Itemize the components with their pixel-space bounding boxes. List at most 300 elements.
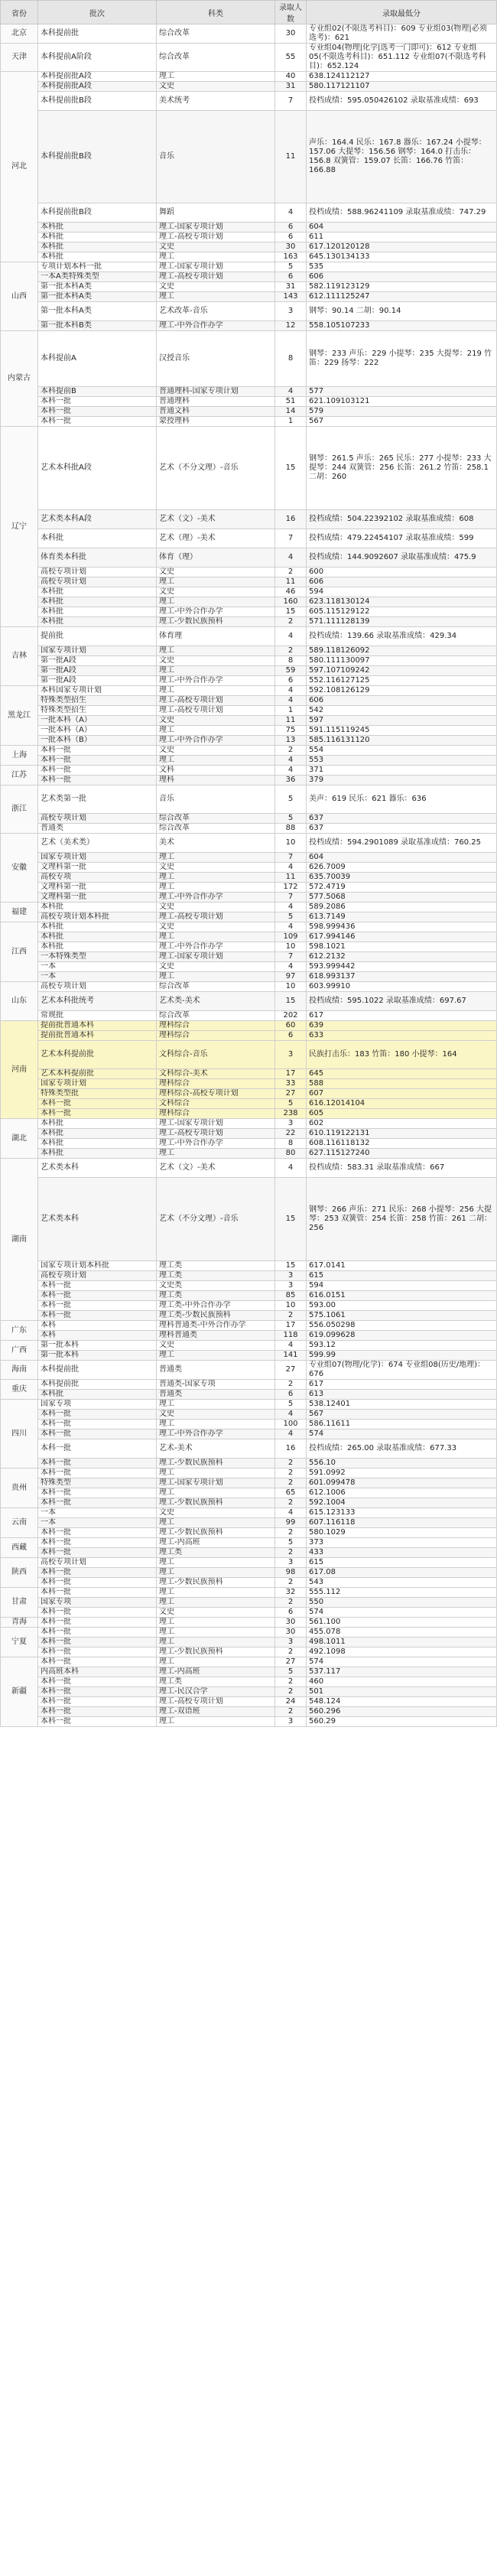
table-row <box>1 736 497 746</box>
batch-text: 提前批 <box>38 627 157 646</box>
plan-count: 5 <box>275 814 307 824</box>
plan-count: 80 <box>275 1149 307 1159</box>
score-text: 专业组04(物理|化学|选考一门即可)：612 专业组05(不限选考科目)：651.112 专业组07(不限选考科目)：652.124 <box>307 44 497 72</box>
province-group <box>1 262 497 331</box>
plan-count: 10 <box>275 1301 307 1311</box>
plan-count: 4 <box>275 696 307 706</box>
table-row <box>1 321 497 331</box>
score-text: 美声：619 民乐：621 器乐：636 <box>307 785 497 814</box>
table-row <box>1 111 497 203</box>
score-text: 589.118126092 <box>307 646 497 656</box>
subject-text: 理工-高校专项计划 <box>157 706 275 716</box>
batch-text: 本科提前批B段 <box>38 111 157 203</box>
table-row <box>1 1598 497 1608</box>
subject-text: 普通理科-国家专项计划 <box>157 387 275 397</box>
subject-text: 理工 <box>157 1558 275 1568</box>
table-row <box>1 726 497 736</box>
table-row <box>1 834 497 853</box>
province-group <box>1 785 497 834</box>
plan-count: 36 <box>275 776 307 785</box>
plan-count: 141 <box>275 1351 307 1361</box>
table-row <box>1 72 497 82</box>
batch-text: 本科一批 <box>38 1420 157 1429</box>
subject-text: 普通类 <box>157 1390 275 1400</box>
batch-text: 本科一批 <box>38 1429 157 1439</box>
plan-count: 2 <box>275 568 307 577</box>
plan-count: 32 <box>275 1588 307 1598</box>
batch-text: 本科一批 <box>38 1657 157 1667</box>
plan-count: 16 <box>275 510 307 529</box>
plan-count: 3 <box>275 1041 307 1069</box>
table-row <box>1 529 497 548</box>
batch-text: 艺术本科批统考 <box>38 992 157 1011</box>
subject-text: 理工 <box>157 1568 275 1578</box>
plan-count: 3 <box>275 1281 307 1291</box>
score-text: 605.115129122 <box>307 607 497 617</box>
table-row <box>1 1488 497 1498</box>
table-row <box>1 1429 497 1439</box>
batch-text: 特殊类型招生 <box>38 696 157 706</box>
table-row <box>1 387 497 397</box>
batch-text: 本科一批 <box>38 1410 157 1420</box>
subject-text: 理工-高校专项计划 <box>157 272 275 282</box>
batch-text: 本科提前批 <box>38 1380 157 1390</box>
batch-text: 艺术类本科 <box>38 1178 157 1261</box>
subject-text: 汉授音乐 <box>157 331 275 387</box>
plan-count: 5 <box>275 1538 307 1548</box>
subject-text: 蒙授理科 <box>157 417 275 427</box>
subject-text: 文史 <box>157 568 275 577</box>
table-row <box>1 1667 497 1677</box>
plan-count: 5 <box>275 1667 307 1677</box>
batch-text: 第一批A段 <box>38 656 157 666</box>
table-row <box>1 82 497 92</box>
table-row <box>1 627 497 646</box>
province-group <box>1 1380 497 1400</box>
table-row <box>1 1420 497 1429</box>
table-row <box>1 1119 497 1129</box>
subject-text: 综合改革 <box>157 814 275 824</box>
subject-text: 艺术（不分文理）-音乐 <box>157 427 275 510</box>
score-text: 投档成绩：595.050426102 录取基准成绩：693 <box>307 92 497 111</box>
batch-text: 本科一批 <box>38 1311 157 1321</box>
batch-text: 第一批A段 <box>38 666 157 676</box>
subject-text: 理工-国家专项计划 <box>157 1119 275 1129</box>
plan-count: 11 <box>275 873 307 883</box>
table-row <box>1 1011 497 1021</box>
subject-text: 理工 <box>157 1518 275 1528</box>
subject-text: 理工 <box>157 1420 275 1429</box>
score-text: 专业组02(不限选考科目)：609 专业组03(物理|必须选考)：621 <box>307 24 497 44</box>
plan-count: 8 <box>275 656 307 666</box>
subject-text: 艺术改革-音乐 <box>157 302 275 321</box>
table-row <box>1 766 497 776</box>
score-text: 603.99910 <box>307 982 497 992</box>
score-text: 585.116131120 <box>307 736 497 746</box>
table-row <box>1 1558 497 1568</box>
subject-text: 理工-国家专项计划 <box>157 1478 275 1488</box>
plan-count: 160 <box>275 597 307 607</box>
province-group <box>1 44 497 72</box>
batch-text: 国家专项 <box>38 1598 157 1608</box>
score-text: 600 <box>307 568 497 577</box>
province-name: 新疆 <box>1 1657 38 1727</box>
batch-text: 第一批本科A类 <box>38 282 157 292</box>
plan-count: 15 <box>275 1178 307 1261</box>
table-row <box>1 1568 497 1578</box>
score-text: 投档成绩：595.1022 录取基准成绩：697.67 <box>307 992 497 1011</box>
score-text: 542 <box>307 706 497 716</box>
plan-count: 5 <box>275 1099 307 1109</box>
score-text: 593.12 <box>307 1341 497 1351</box>
score-text: 612.1006 <box>307 1488 497 1498</box>
subject-text: 文史 <box>157 1508 275 1518</box>
score-text: 607 <box>307 1089 497 1099</box>
subject-text: 理工 <box>157 646 275 656</box>
plan-count: 51 <box>275 397 307 407</box>
batch-text: 本科一批 <box>38 1109 157 1119</box>
batch-text: 本科一批 <box>38 746 157 756</box>
score-text: 371 <box>307 766 497 776</box>
batch-text: 本科批 <box>38 587 157 597</box>
subject-text: 理工 <box>157 1488 275 1498</box>
plan-count: 10 <box>275 942 307 952</box>
table-row <box>1 568 497 577</box>
plan-count: 4 <box>275 756 307 766</box>
table-row <box>1 706 497 716</box>
table-row <box>1 1677 497 1687</box>
batch-text: 本科一批 <box>38 1697 157 1707</box>
table-row <box>1 1548 497 1558</box>
batch-text: 本科批 <box>38 607 157 617</box>
province-group <box>1 1588 497 1618</box>
table-row <box>1 863 497 873</box>
table-row <box>1 1361 497 1380</box>
batch-text: 本科一批 <box>38 1578 157 1588</box>
subject-text: 理工 <box>157 292 275 302</box>
batch-text: 本科批 <box>38 932 157 942</box>
score-text: 580.1029 <box>307 1528 497 1538</box>
score-text: 投档成绩：479.22454107 录取基准成绩：599 <box>307 529 497 548</box>
plan-count: 6 <box>275 1031 307 1041</box>
subject-text: 理工类-少数民族预科 <box>157 1311 275 1321</box>
subject-text: 理工 <box>157 1598 275 1608</box>
score-text: 548.124 <box>307 1697 497 1707</box>
score-text: 592.108126129 <box>307 686 497 696</box>
batch-text: 本科批 <box>38 223 157 233</box>
province-name: 北京 <box>1 24 38 44</box>
plan-count: 11 <box>275 716 307 726</box>
score-text: 619.099628 <box>307 1331 497 1341</box>
plan-count: 2 <box>275 646 307 656</box>
subject-text: 理工-高校专项计划 <box>157 912 275 922</box>
table-row <box>1 1578 497 1588</box>
plan-count: 6 <box>275 272 307 282</box>
table-row <box>1 1041 497 1069</box>
plan-count: 14 <box>275 407 307 417</box>
score-text: 555.112 <box>307 1588 497 1598</box>
score-text: 579 <box>307 407 497 417</box>
score-text: 553 <box>307 756 497 766</box>
batch-text: 艺术类本科 <box>38 1159 157 1178</box>
plan-count: 3 <box>275 1638 307 1647</box>
table-row <box>1 577 497 587</box>
subject-text: 理科综合 <box>157 1079 275 1089</box>
table-row <box>1 785 497 814</box>
plan-count: 17 <box>275 1321 307 1331</box>
subject-text: 理工-高校专项计划 <box>157 233 275 242</box>
score-text: 594 <box>307 587 497 597</box>
province-group <box>1 1021 497 1119</box>
plan-count: 2 <box>275 1677 307 1687</box>
subject-text: 理工 <box>157 666 275 676</box>
score-text: 607.116118 <box>307 1518 497 1528</box>
header-subject: 科类 <box>157 1 275 24</box>
subject-text: 综合改革 <box>157 824 275 834</box>
table-row <box>1 942 497 952</box>
plan-count: 59 <box>275 666 307 676</box>
plan-count: 4 <box>275 686 307 696</box>
province-name: 青海 <box>1 1618 38 1628</box>
province-group <box>1 1321 497 1341</box>
subject-text: 理工 <box>157 1469 275 1478</box>
batch-text: 本科一批 <box>38 1628 157 1638</box>
table-row <box>1 407 497 417</box>
plan-count: 3 <box>275 302 307 321</box>
subject-text: 文史 <box>157 1608 275 1618</box>
plan-count: 109 <box>275 932 307 942</box>
table-row <box>1 203 497 223</box>
subject-text: 文史 <box>157 922 275 932</box>
province-group <box>1 686 497 746</box>
province-group <box>1 922 497 982</box>
subject-text: 普通理科 <box>157 397 275 407</box>
score-text: 602 <box>307 1119 497 1129</box>
province-group <box>1 834 497 903</box>
batch-text: 第一批本科 <box>38 1351 157 1361</box>
batch-text: 文理科第一批 <box>38 883 157 893</box>
province-group <box>1 746 497 766</box>
subject-text: 文史 <box>157 1341 275 1351</box>
plan-count: 30 <box>275 1618 307 1628</box>
score-text: 558.105107233 <box>307 321 497 331</box>
plan-count: 10 <box>275 834 307 853</box>
score-text: 597.107109242 <box>307 666 497 676</box>
subject-text: 理工-内高班 <box>157 1667 275 1677</box>
plan-count: 1 <box>275 417 307 427</box>
plan-count: 15 <box>275 427 307 510</box>
table-row <box>1 242 497 252</box>
batch-text: 高校专项计划 <box>38 577 157 587</box>
score-text: 586.11611 <box>307 1420 497 1429</box>
batch-text: 本科批 <box>38 942 157 952</box>
plan-count: 4 <box>275 627 307 646</box>
subject-text: 舞蹈 <box>157 203 275 223</box>
table-row <box>1 24 497 44</box>
plan-count: 4 <box>275 548 307 568</box>
score-text: 379 <box>307 776 497 785</box>
plan-count: 2 <box>275 1707 307 1717</box>
score-text: 610.119122131 <box>307 1129 497 1139</box>
score-text: 572.4719 <box>307 883 497 893</box>
province-group <box>1 331 497 427</box>
plan-count: 88 <box>275 824 307 834</box>
subject-text: 理工-双语班 <box>157 1707 275 1717</box>
batch-text: 本科批 <box>38 1119 157 1129</box>
score-text: 635.70039 <box>307 873 497 883</box>
province-group <box>1 1469 497 1508</box>
subject-text: 理工-中外合作办学 <box>157 736 275 746</box>
batch-text: 本科批 <box>38 1139 157 1149</box>
table-row <box>1 1351 497 1361</box>
plan-count: 16 <box>275 1439 307 1459</box>
province-name: 福建 <box>1 903 38 922</box>
score-text: 投档成绩：504.22392102 录取基准成绩：608 <box>307 510 497 529</box>
table-row <box>1 883 497 893</box>
plan-count: 8 <box>275 331 307 387</box>
subject-text: 理工 <box>157 726 275 736</box>
batch-text: 提前批普通本科 <box>38 1021 157 1031</box>
plan-count: 5 <box>275 785 307 814</box>
plan-count: 6 <box>275 223 307 233</box>
province-name: 上海 <box>1 746 38 766</box>
batch-text: 艺术本科批A段 <box>38 427 157 510</box>
score-text: 617.120120128 <box>307 242 497 252</box>
table-row <box>1 716 497 726</box>
table-row <box>1 1657 497 1667</box>
plan-count: 33 <box>275 1079 307 1089</box>
table-row <box>1 1031 497 1041</box>
plan-count: 24 <box>275 1697 307 1707</box>
subject-text: 理工 <box>157 873 275 883</box>
batch-text: 本科一批 <box>38 1099 157 1109</box>
subject-text: 文史 <box>157 746 275 756</box>
score-text: 567 <box>307 1410 497 1420</box>
subject-text: 理工-中外合作办学 <box>157 942 275 952</box>
subject-text: 普通类 <box>157 1361 275 1380</box>
table-row <box>1 982 497 992</box>
batch-text: 本科一批 <box>38 1588 157 1598</box>
score-text: 612.2132 <box>307 952 497 962</box>
subject-text: 理工 <box>157 1717 275 1727</box>
table-row <box>1 597 497 607</box>
header-batch: 批次 <box>38 1 157 24</box>
batch-text: 本科 <box>38 1331 157 1341</box>
table-row <box>1 1069 497 1079</box>
batch-text: 特殊类型批 <box>38 1089 157 1099</box>
province-group <box>1 1508 497 1538</box>
batch-text: 本科 <box>38 1321 157 1331</box>
score-text: 617 <box>307 1011 497 1021</box>
plan-count: 4 <box>275 962 307 972</box>
batch-text: 一本 <box>38 972 157 982</box>
score-text: 645 <box>307 1069 497 1079</box>
score-text: 552.116127125 <box>307 676 497 686</box>
batch-text: 一本 <box>38 1518 157 1528</box>
province-group <box>1 1628 497 1657</box>
batch-text: 提前批普通本科 <box>38 1031 157 1041</box>
batch-text: 常规批 <box>38 1011 157 1021</box>
plan-count: 6 <box>275 676 307 686</box>
subject-text: 理工 <box>157 972 275 982</box>
score-text: 637 <box>307 824 497 834</box>
subject-text: 理工-中外合作办学 <box>157 607 275 617</box>
province-name: 山西 <box>1 262 38 331</box>
table-row <box>1 1021 497 1031</box>
plan-count: 143 <box>275 292 307 302</box>
table-row <box>1 397 497 407</box>
score-text: 591.115119245 <box>307 726 497 736</box>
score-text: 556.10 <box>307 1459 497 1469</box>
plan-count: 2 <box>275 1478 307 1488</box>
table-row <box>1 92 497 111</box>
plan-count: 172 <box>275 883 307 893</box>
province-group <box>1 1657 497 1727</box>
batch-text: 本科提前B <box>38 387 157 397</box>
batch-text: 本科一批 <box>38 1439 157 1459</box>
batch-text: 特殊类型招生 <box>38 706 157 716</box>
plan-count: 8 <box>275 1139 307 1149</box>
batch-text: 本科批 <box>38 233 157 242</box>
plan-count: 3 <box>275 1271 307 1281</box>
score-text: 615.123133 <box>307 1508 497 1518</box>
table-row <box>1 686 497 696</box>
subject-text: 理工类 <box>157 1548 275 1558</box>
subject-text: 理科综合-高校专项计划 <box>157 1089 275 1099</box>
province-name: 浙江 <box>1 785 38 834</box>
province-name: 甘肃 <box>1 1588 38 1618</box>
subject-text: 音乐 <box>157 785 275 814</box>
subject-text: 艺术（文）-美术 <box>157 510 275 529</box>
table-row <box>1 417 497 427</box>
table-row <box>1 824 497 834</box>
batch-text: 国家专项计划本科批 <box>38 1261 157 1271</box>
plan-count: 27 <box>275 1657 307 1667</box>
subject-text: 艺术（不分文理）-音乐 <box>157 1178 275 1261</box>
header-plan: 录取人数 <box>275 1 307 24</box>
batch-text: 一本特殊类型 <box>38 952 157 962</box>
score-text: 554 <box>307 746 497 756</box>
score-text: 616.12014104 <box>307 1099 497 1109</box>
plan-count: 4 <box>275 863 307 873</box>
province-name: 江西 <box>1 922 38 982</box>
score-text: 声乐：164.4 民乐：167.8 器乐：167.24 小提琴：157.06 大提琴：156.56 钢琴：164.0 打击乐：156.8 双簧管：159.07 长笛：166.76 竹笛：166.88 <box>307 111 497 203</box>
score-text: 627.115127240 <box>307 1149 497 1159</box>
subject-text: 理工-少数民族预科 <box>157 1578 275 1588</box>
score-text: 623.118130124 <box>307 597 497 607</box>
table-row <box>1 932 497 942</box>
score-text: 560.29 <box>307 1717 497 1727</box>
subject-text: 理工 <box>157 932 275 942</box>
plan-count: 7 <box>275 853 307 863</box>
batch-text: 本科提前批B段 <box>38 92 157 111</box>
batch-text: 本科一批 <box>38 1618 157 1628</box>
table-row <box>1 1089 497 1099</box>
plan-count: 5 <box>275 262 307 272</box>
table-row <box>1 548 497 568</box>
score-text: 637 <box>307 814 497 824</box>
score-text: 606 <box>307 577 497 587</box>
batch-text: 高校专项计划 <box>38 982 157 992</box>
subject-text: 理工类 <box>157 1261 275 1271</box>
table-row <box>1 1331 497 1341</box>
score-text: 639 <box>307 1021 497 1031</box>
table-row <box>1 1301 497 1311</box>
plan-count: 7 <box>275 529 307 548</box>
table-row <box>1 1697 497 1707</box>
table-row <box>1 1311 497 1321</box>
batch-text: 国家专项计划 <box>38 853 157 863</box>
